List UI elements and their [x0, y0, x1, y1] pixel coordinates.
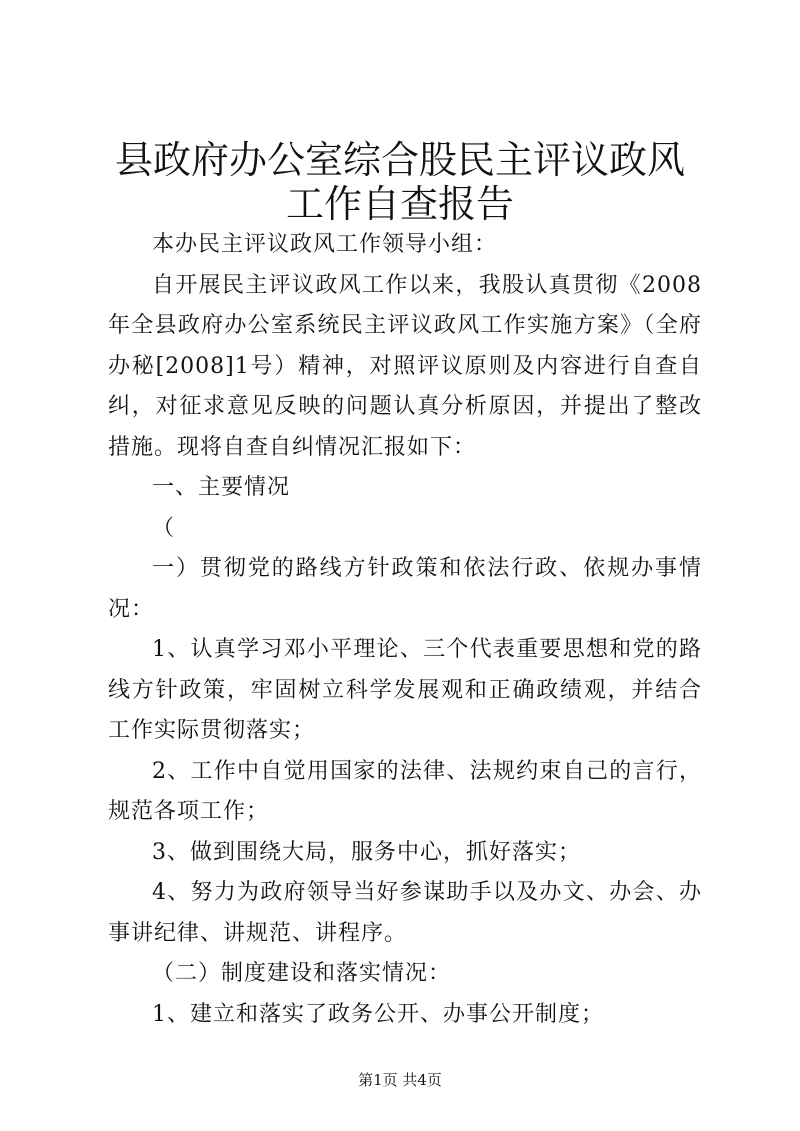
open-paren-line: （ [152, 515, 176, 541]
section-heading-main-situation: 一、主要情况 [152, 475, 291, 500]
list-item-system-1: 1、建立和落实了政务公开、办事公开制度； [152, 1001, 604, 1027]
list-item-1: 1、认真学习邓小平理论、三个代表重要思想和党的路线方针政策，牢固树立科学发展观和正确政绩观，并结合工作实际贯彻落实； [108, 637, 702, 743]
intro-paragraph: 自开展民主评议政风工作以来，我股认真贯彻《2008年全县政府办公室系统民主评议政风工作实施方案》（全府办秘[2008]1号）精神，对照评议原则及内容进行自查自纠，对征求意见反映的问题认真分析原因，并提出了整改措施。现将自查自纠情况汇报如下： [108, 272, 702, 460]
page-footer: 第1页 共4页 [358, 1071, 442, 1089]
document-title: 县政府办公室综合股民主评议政风工作自查报告 [114, 138, 685, 226]
document-body [108, 225, 702, 1035]
subsection-heading-system: （二）制度建设和落实情况： [152, 961, 452, 986]
salutation-paragraph: 本办民主评议政风工作领导小组： [152, 232, 498, 257]
subsection-heading-policy: 一）贯彻党的路线方针政策和依法行政、依规办事情况： [108, 556, 702, 622]
list-item-3: 3、做到围绕大局，服务中心，抓好落实； [152, 839, 581, 865]
list-item-4: 4、努力为政府领导当好参谋助手以及办文、办会、办事讲纪律、讲规范、讲程序。 [108, 880, 702, 946]
list-item-2: 2、工作中自觉用国家的法律、法规约束自己的言行，规范各项工作； [108, 758, 702, 824]
